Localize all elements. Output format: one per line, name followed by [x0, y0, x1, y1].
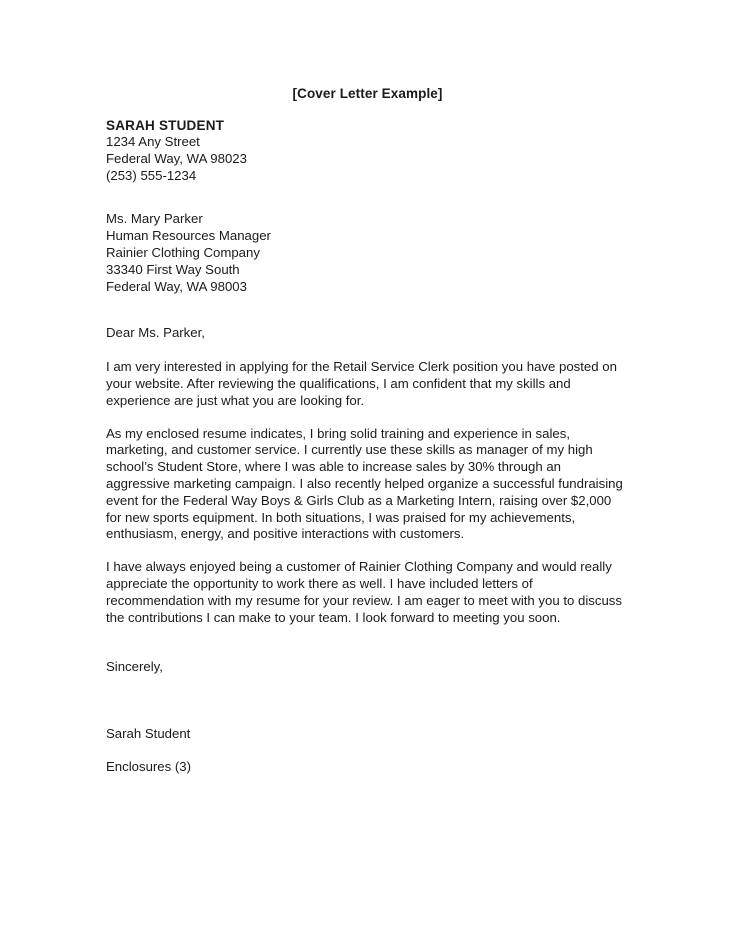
- spacer: [106, 342, 625, 359]
- body-paragraph-1: I am very interested in applying for the Retail Service Clerk position you have posted on your website. After reviewing the qualifications, I am confident that my skills and experience are just what you are looking for.: [106, 359, 617, 408]
- spacer: [106, 642, 625, 659]
- spacer: [106, 184, 625, 211]
- enclosures-note: Enclosures (3): [106, 758, 192, 774]
- body-paragraph-3: I have always enjoyed being a customer of Rainier Clothing Company and would really appreciate the opportunity to work there as well. I have included letters of recommendation with my resume for your review. I am eager to meet with you to discuss the contributions I can make to your team. I look forward to meeting you soon.: [106, 559, 622, 625]
- recipient-name: Ms. Mary Parker: [106, 211, 203, 227]
- sender-city-state-zip: Federal Way, WA 98023: [106, 150, 247, 166]
- body-paragraph-2: As my enclosed resume indicates, I bring solid training and experience in sales, marketing, and customer service. I currently use these skills as manager of my high school’s Student Store, where I was able to increase sales by 30% through an aggressive marketing campaign. I also recently helped organize a successful fundraising event for the Federal Way Boys & Girls Club as a Marketing Intern, raising over $2,000 for new sports equipment. In both situations, I was praised for my achievements, enthusiasm, energy, and positive interactions with customers.: [106, 425, 623, 542]
- signature-name: Sarah Student: [106, 726, 191, 742]
- recipient-address-block: [106, 211, 625, 295]
- signature-space: [106, 676, 625, 726]
- closing-salutation: Sincerely,: [106, 659, 163, 675]
- spacer: [106, 743, 625, 759]
- sender-phone: (253) 555-1234: [106, 167, 197, 183]
- recipient-city-state-zip: Federal Way, WA 98003: [106, 278, 247, 294]
- spacer: [106, 295, 625, 325]
- sender-name: SARAH STUDENT: [106, 118, 225, 133]
- salutation: Dear Ms. Parker,: [106, 325, 205, 341]
- letter-body: [106, 86, 625, 776]
- sender-address-block: [106, 117, 625, 184]
- sender-street: 1234 Any Street: [106, 134, 200, 149]
- page-title: [Cover Letter Example]: [292, 86, 443, 101]
- recipient-title: Human Resources Manager: [106, 228, 271, 244]
- recipient-street: 33340 First Way South: [106, 261, 240, 277]
- recipient-company: Rainier Clothing Company: [106, 244, 260, 260]
